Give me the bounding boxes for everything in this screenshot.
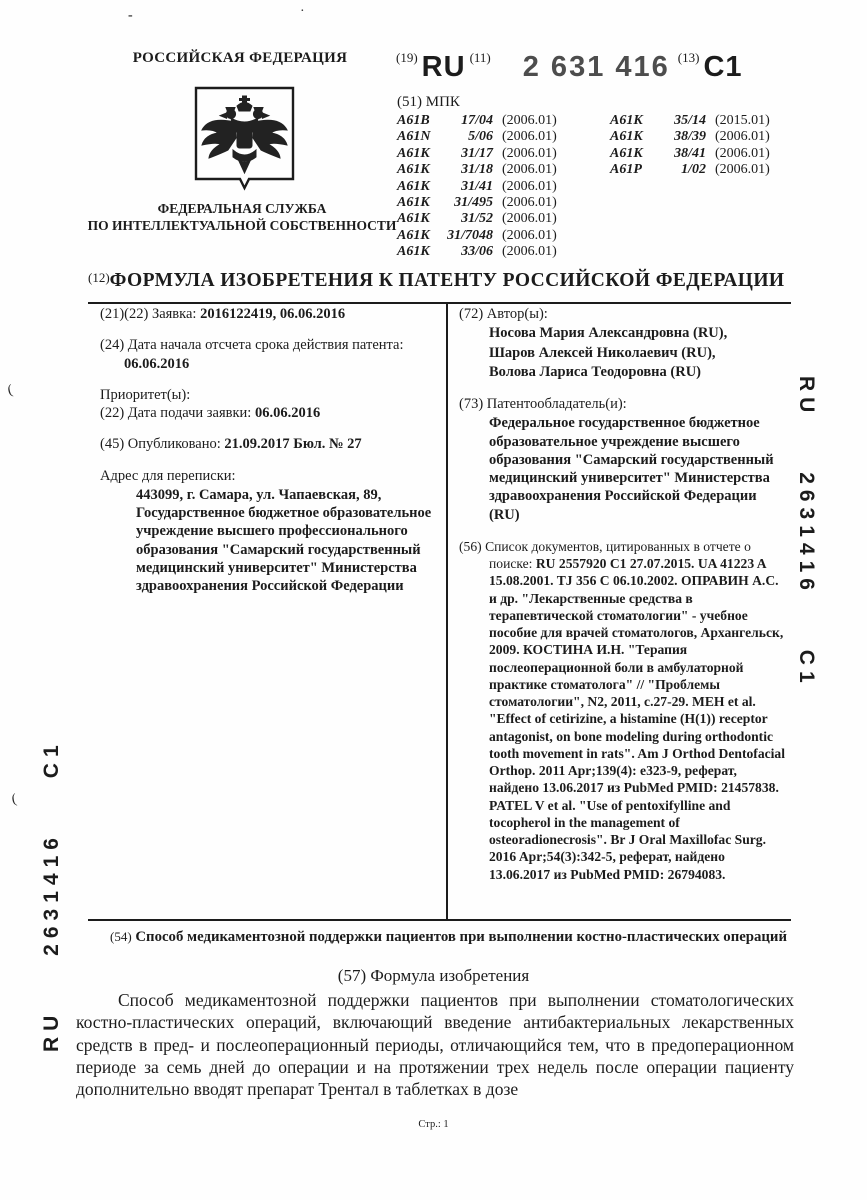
field-priority <box>100 386 436 404</box>
ipc-code: A61K <box>610 145 643 161</box>
ipc-code: A61N <box>397 129 431 145</box>
ipc-class: 31/52 <box>461 211 493 227</box>
page-number: Стр.: 1 <box>418 1119 449 1130</box>
ipc-class: 31/41 <box>461 178 493 194</box>
ipc-code: A61B <box>397 113 430 128</box>
ipc-class: 38/41 <box>674 145 706 161</box>
ipc-class: 33/06 <box>461 244 493 260</box>
ipc-class: 1/02 <box>681 162 706 178</box>
ipc-version: (2006.01) <box>715 129 770 145</box>
claims-heading: (57) Формула изобретения <box>337 966 530 985</box>
ipc-version: (2006.01) <box>502 211 557 227</box>
field-filing-date <box>100 404 436 422</box>
ipc-entry <box>610 113 800 129</box>
invention-title-text: Способ медикаментозной поддержки пациентов при выполнении костно-пластических операций <box>135 929 787 945</box>
field-start-date <box>100 336 436 373</box>
coat-of-arms-eagle-icon <box>193 86 296 196</box>
field-label: (21)(22) Заявка: <box>100 306 197 322</box>
ipc-column-right <box>610 113 800 261</box>
bulletin-number: Бюл. № 27 <box>293 436 362 453</box>
ipc-entry <box>397 211 615 227</box>
ipc-version: (2006.01) <box>502 129 557 145</box>
ipc-class: 17/04 <box>461 113 493 128</box>
document-number: 2 631 416 <box>522 51 670 83</box>
ind-code-11: (11) <box>469 50 491 65</box>
ipc-class: 31/17 <box>461 145 493 161</box>
holder-text: Федеральное государственное бюджетное образовательное учреждение высшего образования "Самарский государственный медицинский университет" Министерства здравоохранения Российской Федерации (RU) <box>489 415 774 523</box>
field-label: (45) Опубликовано: <box>100 436 221 453</box>
ipc-class: 35/14 <box>674 113 706 128</box>
ind-code-56: (56) <box>459 538 482 554</box>
ipc-entry <box>397 113 615 129</box>
margin-doc-number: 2631416 <box>795 472 818 596</box>
ipc-entry <box>397 146 615 162</box>
ipc-version: (2006.01) <box>502 227 557 243</box>
ipc-version: (2015.01) <box>715 113 770 128</box>
margin-kind-code: C1 <box>40 739 63 779</box>
right-margin-doc-id <box>794 376 818 816</box>
ipc-column-left <box>397 113 615 261</box>
ipc-entry <box>397 195 615 211</box>
field-label: Приоритет(ы): <box>100 386 191 403</box>
scan-artifact: - <box>128 8 133 23</box>
ipc-code: A61K <box>397 145 430 161</box>
ipc-entry <box>397 162 615 178</box>
scan-artifact: ( <box>6 382 15 399</box>
ipc-version: (2006.01) <box>502 145 557 161</box>
author-name: Шаров Алексей Николаевич (RU), <box>489 344 716 361</box>
ipc-code: A61K <box>397 211 430 227</box>
ipc-entry <box>397 129 615 145</box>
ind-code-12: (12) <box>88 270 110 285</box>
ipc-code: A61P <box>610 162 642 178</box>
ind-code-13: (13) <box>677 50 700 65</box>
field-cited-documents <box>459 538 785 883</box>
bibliographic-right-column <box>459 305 785 883</box>
margin-country-code: RU <box>40 1009 63 1052</box>
agency-line2: ПО ИНТЕЛЛЕКТУАЛЬНОЙ СОБСТВЕННОСТИ <box>87 217 397 233</box>
ipc-code: A61K <box>397 244 430 260</box>
cited-references: RU 2557920 C1 27.07.2015. UA 41223 A 15.08.2001. TJ 356 C 06.10.2002. ОПРАВИН А.С. и др. "Лекарственные средства в терапевтической стоматологии" - учебное пособие для врачей стоматологов, Архангельск, 2009. КОСТИНА И.Н. "Терапия послеоперационной боли в амбулаторной практике стоматолога" // "Проблемы стоматологии", N2, 2011, с.27-29. MEH et al. "Effect of cetirizine, a histamine (H(1)) receptor antagonist, on bone modeling during orthodontic tooth movement in rats". Am J Orthod Dentofacial Orthop. 2011 Apr;139(4): e323-9, реферат, найдено 13.06.2017 из PubMed PMID: 21457838. PATEL V et al. "Use of pentoxifylline and tocopherol in the management of osteoradionecrosis". Br J Oral Maxillofac Surg. 2016 Apr;54(3):342-5, реферат, найдено 13.06.2017 из PubMed PMID: 26794083. <box>489 556 786 882</box>
ipc-code-list <box>397 113 807 261</box>
kind-code: C1 <box>703 51 743 83</box>
ipc-code: A61K <box>610 129 643 145</box>
document-type-text: ФОРМУЛА ИЗОБРЕТЕНИЯ К ПАТЕНТУ РОССИЙСКОЙ ФЕДЕРАЦИИ <box>109 270 785 291</box>
ipc-entry <box>610 162 800 178</box>
author-name: Носова Мария Александровна (RU), <box>489 325 728 342</box>
ipc-entry <box>397 179 615 195</box>
ipc-section-label: (51) МПК <box>397 94 460 110</box>
ipc-entry <box>610 146 800 162</box>
ipc-class: 31/18 <box>461 162 493 178</box>
left-margin-doc-id <box>40 592 64 1052</box>
field-label: (22) Дата подачи заявки: <box>100 405 252 422</box>
field-authors <box>459 305 785 381</box>
field-label: Адрес для переписки: <box>100 467 236 484</box>
country-name: РОССИЙСКАЯ ФЕДЕРАЦИЯ <box>132 50 348 66</box>
ipc-entry <box>610 129 800 145</box>
ipc-code: A61K <box>397 178 430 194</box>
claims-text: Способ медикаментозной поддержки пациентов при выполнении стоматологических костно-пластических операций, включающий введение антибактериальных лекарственных средств в пред- и послеоперационный периоды, отличающийся тем, что в предоперационном периоде за семь дней до операции и на протяжении трех недель после операции пациенту дополнительно вводят препарат Трентал в таблетках в дозе <box>76 990 794 1100</box>
author-name: Волова Лариса Теодоровна (RU) <box>489 363 702 380</box>
publication-number-row <box>396 50 806 84</box>
margin-doc-number: 2631416 <box>40 832 63 956</box>
field-value: 06.06.2016 <box>254 405 321 422</box>
field-label: (24) Дата начала отсчета срока действия патента: <box>100 337 404 354</box>
ind-code-19: (19) <box>396 50 418 65</box>
margin-country-code: RU <box>795 376 818 419</box>
invention-title <box>110 929 800 946</box>
agency-name <box>62 201 422 235</box>
document-type-title <box>88 270 794 292</box>
ipc-entry <box>397 228 615 244</box>
margin-kind-code: C1 <box>795 649 818 689</box>
ipc-version: (2006.01) <box>502 178 557 194</box>
ipc-code: A61K <box>397 162 430 178</box>
ipc-code: A61K <box>397 227 430 243</box>
country-code: RU <box>421 51 466 83</box>
field-label: (72) Автор(ы): <box>459 306 548 322</box>
ipc-version: (2006.01) <box>502 195 557 211</box>
ipc-version: (2006.01) <box>502 162 557 178</box>
field-application <box>100 305 436 323</box>
field-value: 06.06.2016 <box>124 355 190 372</box>
ipc-version: (2006.01) <box>502 113 557 128</box>
horizontal-rule-top <box>88 302 791 304</box>
ipc-entry <box>397 244 615 260</box>
ipc-code: A61K <box>397 195 430 211</box>
field-value: 2016122419, 06.06.2016 <box>200 306 346 322</box>
column-divider <box>446 303 448 919</box>
ipc-class: 31/495 <box>454 195 493 211</box>
ipc-class: 38/39 <box>674 129 706 145</box>
bibliographic-left-column <box>100 305 436 595</box>
ipc-version: (2006.01) <box>715 145 770 161</box>
ipc-version: (2006.01) <box>502 244 557 260</box>
scan-artifact: · <box>300 4 305 19</box>
address-text: 443099, г. Самара, ул. Чапаевская, 89, Государственное бюджетное образовательное учреждение высшего профессионального образования "Самарский государственный медицинский университет" Министерства здравоохранения Российской Федерации <box>136 486 432 595</box>
ipc-class: 5/06 <box>468 129 493 145</box>
ipc-class: 31/7048 <box>447 227 493 243</box>
field-published <box>100 435 436 453</box>
ipc-version: (2006.01) <box>715 162 770 178</box>
scan-artifact: ( <box>10 791 18 808</box>
field-patent-holder <box>459 395 785 524</box>
ind-code-54: (54) <box>110 929 132 944</box>
ipc-code: A61K <box>610 113 643 128</box>
horizontal-rule-bottom <box>88 919 791 921</box>
agency-line1: ФЕДЕРАЛЬНАЯ СЛУЖБА <box>157 201 327 216</box>
cited-intro: Список документов, цитированных в отчете о поиске: <box>485 538 751 572</box>
field-label: (73) Патентообладатель(и): <box>459 396 627 413</box>
field-value: 21.09.2017 <box>224 436 290 453</box>
field-address <box>100 467 436 596</box>
